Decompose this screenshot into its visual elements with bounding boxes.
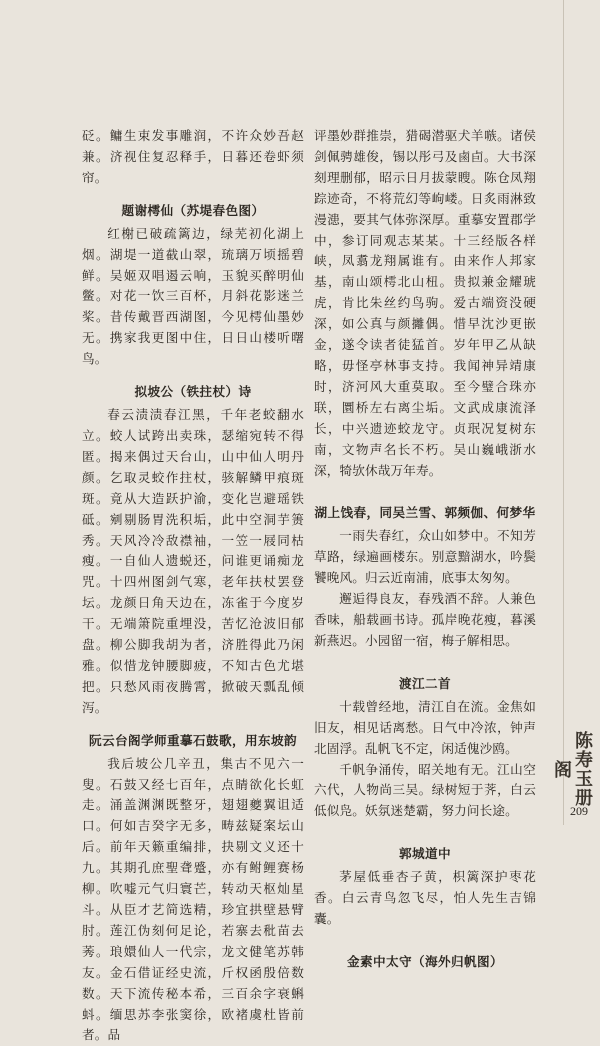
poem-text: 评墨妙群推崇，猎碣潜驱犬羊嗾。诸侯剑佩骋雄俊，锡以彤弓及鹵卣。大书深刻理删郁，昭示日月拔蒙瞍。陈仓凤翔踪迹奇，不将荒幻等岣嵝。日炙雨淋致漫漶，要其气体弥深厚。重摹安置郡学中，参订同观志某某。十三经版各样峡，凤翥龙翔属谁有。由来作人邦家基，南山颂樗北山杻。贵拟兼金耀琥虎，肯比朱丝约鸟驹。爱古端资没硬深，如公真与颜攡偶。惜早沈沙更嵌金，遂令读者徒猛首。岁年甲乙从缺略，毋怪亭林事支持。我闻神异靖康时，济河风大重莫取。至今璧合珠亦联，圜桥左右离尘垢。文武成康流泽长，中兴遗迹蛟龙守。贞珉况复树东南，文物声名长不朽。吴山巍峨浙水深，犄欤休哉万年寿。 <box>314 128 536 478</box>
page-number: 209 <box>570 804 588 818</box>
poem-title: 湖上饯春，同吴兰雪、郭频伽、何梦华 <box>314 505 536 521</box>
poem-text: 十载曾经地，清江自在流。金焦如旧友，相见话离愁。日气中冷浓，钟声北固浮。乱帆飞不定，闲适傀沙鸥。 <box>314 698 536 756</box>
poem-text: 茅屋低垂杏子黄，枳篱深护枣花香。白云青鸟忽飞尽，怕人先生吉锦囊。 <box>314 869 536 927</box>
left-column <box>82 126 304 1046</box>
poem-title: 金素中太守（海外归帆图） <box>347 954 503 969</box>
poem-text: 一雨失春红，众山如梦中。不知芳草路，绿遍画楼东。别意黯湖水，吟鬓饕晚风。归云近南浦，底事太匆匆。 <box>314 528 536 586</box>
poem-text: 千帆争涌传，昭关地有无。江山空六代，人物尚三吴。绿树短于荠，白云低似凫。妖氛迷楚霸，努力问长途。 <box>314 761 536 819</box>
poem-title: 阮云台阁学师重摹石鼓歌，用东坡韵 <box>89 732 297 748</box>
poem-title: 郭城道中 <box>399 846 451 862</box>
poem-text: 春云渍渍春江黑，千年老蛟翻水立。蛟人试跨出卖珠，瑟缩宛转不得匿。揭来偶过天台山，山中仙人明丹颜。乞取灵蛟作拄杖，骇解鳞甲痕斑斑。竟从大造跃护渝，变化岂避瑶铁砥。剜剔肠胃洗积垢，此中空洞芋箦秀。天风冷冷敌襟袖，一笠一屐同枯瘦。一自仙人遗蜕还，问谁更诵痴龙咒。十四州图剑气寒，老年扶杖罢登坛。龙颜日角天边在，冻雀于今度岁干。无端箫院重埋没，苦忆沧波旧郁盘。柳公脚我胡为者，济胜得此乃闲雅。似惜龙钟腰脚疲，不知古色尤堪把。只愁风雨夜腾霄，掀破天瓢乱倾泻。 <box>82 407 304 715</box>
poem-text: 我后坡公几辛丑，集古不见六一叟。石鼓又经七百年，点睛欲化长虹走。涌盖渊渊既整牙，翅翅夔翼诅适口。何如吉癸字无多，畴兹疑案坛山后。前年天籁重编排，抉剔文义还十九。其期孔庶聖聋蹙，亦有鲋鲤赛杨柳。吹嘘元气归寰芒，转动天枢灿星斗。从臣才艺简选精，珍宜拱壁悬臂肘。莲江伪刻何足论，若寨去秕苗去莠。琅嬛仙人一代宗，龙文健笔苏韩友。金石借证经史流，斤权函殷倍数数。天下流传秘本希，三百余字衰蝌蚪。缅思苏李张窦徐，欧褚虞杜皆前者。品 <box>82 755 304 1043</box>
poem-title: 渡江二首 <box>399 675 451 691</box>
poem-text: 邂逅得良友，春残酒不辞。人兼色香味，船载画书诗。孤岸晚花瘦，暮溪新燕迟。小园留一宿，梅子解相思。 <box>314 591 536 648</box>
poem-title: 拟坡公（铁拄杖）诗 <box>134 384 252 400</box>
right-column <box>314 126 536 975</box>
seal-stamp: 陈寿玉册阁 <box>551 731 593 807</box>
margin-rule <box>563 0 564 825</box>
poem-text: 砭。鳙生束发事雕润，不许众妙吾赵兼。济视住复忍释手，日暮还卷虾须帘。 <box>82 128 304 185</box>
poem-title: 题谢樗仙（苏堤春色图） <box>121 202 265 218</box>
poem-text: 红榭已破疏篱边，绿芜初化湖上烟。湖堤一道截山翠，琉璃万顷摇碧鲜。吴姬双唱遏云响，玉貌买醉明仙鳖。对花一饮三百杯，月斜花影迷兰桨。昔传戴晋西湖图，今见樗仙墨妙无。携家我更图中住，日日山楼听曙鸟。 <box>82 225 304 367</box>
